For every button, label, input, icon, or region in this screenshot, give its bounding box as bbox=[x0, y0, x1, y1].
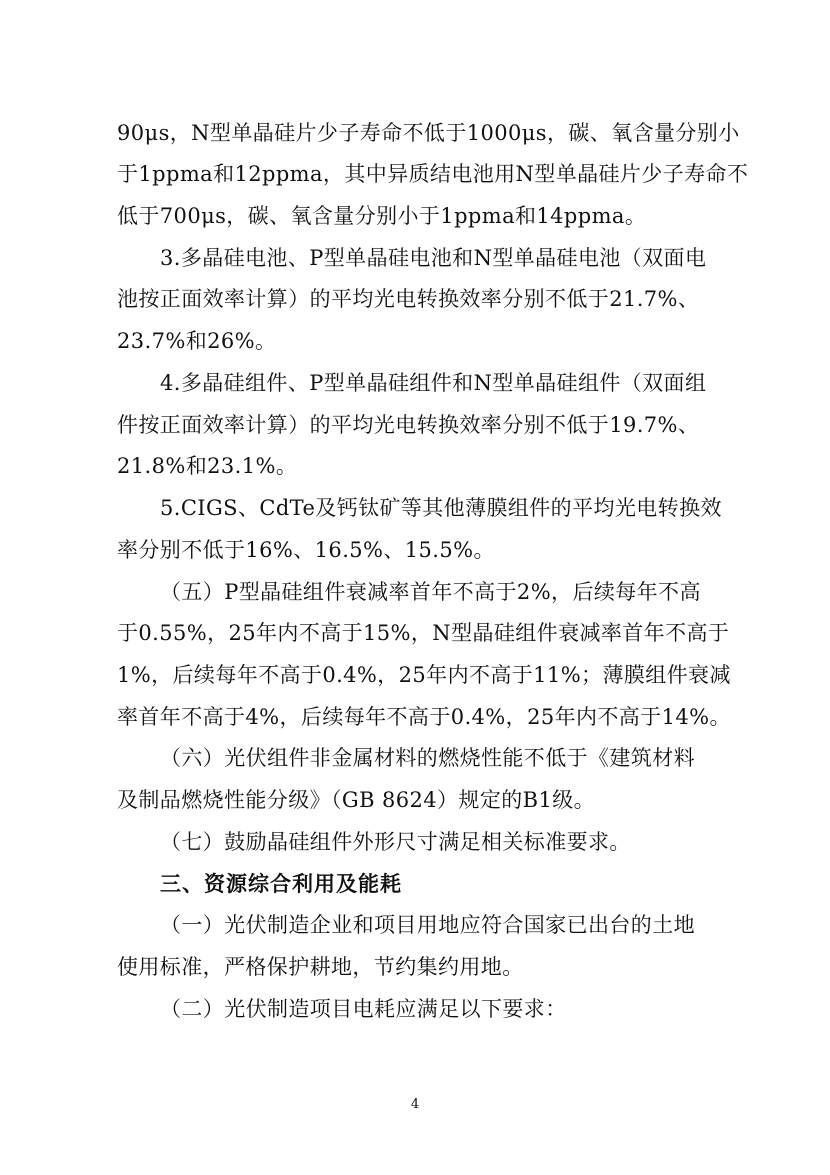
text-line: 3.多晶硅电池、P型单晶硅电池和N型单晶硅电池（双面电 bbox=[160, 246, 707, 270]
text-line: 于0.55%，25年内不高于15%，N型晶硅组件衰减率首年不高于 bbox=[117, 621, 730, 645]
text-line: （一）光伏制造企业和项目用地应符合国家已出台的土地 bbox=[160, 913, 695, 937]
text-line: （二）光伏制造项目电耗应满足以下要求： bbox=[160, 997, 567, 1021]
text-line: 率分别不低于16%、16.5%、15.5%。 bbox=[117, 538, 495, 562]
text-line: 23.7%和26%。 bbox=[117, 329, 277, 353]
text-line: 1%，后续每年不高于0.4%，25年内不高于11%；薄膜组件衰减 bbox=[117, 663, 731, 687]
text-line: 21.8%和23.1%。 bbox=[117, 454, 298, 478]
text-line: 及制品燃烧性能分级》（GB 8624）规定的B1级。 bbox=[117, 788, 596, 812]
text-line: （七）鼓励晶硅组件外形尺寸满足相关标准要求。 bbox=[160, 830, 631, 854]
section-heading: 三、资源综合利用及能耗 bbox=[160, 872, 402, 896]
text-line: （六）光伏组件非金属材料的燃烧性能不低于《建筑材料 bbox=[160, 746, 695, 770]
text-line: 90μs，N型单晶硅片少子寿命不低于1000μs，碳、氧含量分别小 bbox=[117, 121, 740, 145]
text-line: 5.CIGS、CdTe及钙钛矿等其他薄膜组件的平均光电转换效 bbox=[160, 496, 722, 520]
page-number: 4 bbox=[410, 1097, 420, 1112]
text-line: 池按正面效率计算）的平均光电转换效率分别不低于21.7%、 bbox=[117, 287, 700, 311]
text-line: 使用标准，严格保护耕地，节约集约用地。 bbox=[117, 955, 524, 979]
text-line: 于1ppma和12ppma，其中异质结电池用N型单晶硅片少子寿命不 bbox=[117, 162, 749, 186]
text-line: 低于700μs，碳、氧含量分别小于1ppma和14ppma。 bbox=[117, 204, 647, 228]
text-line: 件按正面效率计算）的平均光电转换效率分别不低于19.7%、 bbox=[117, 413, 700, 437]
text-line: （五）P型晶硅组件衰减率首年不高于2%，后续每年不高 bbox=[160, 580, 701, 604]
text-line: 4.多晶硅组件、P型单晶硅组件和N型单晶硅组件（双面组 bbox=[160, 371, 707, 395]
text-line: 率首年不高于4%，后续每年不高于0.4%，25年内不高于14%。 bbox=[117, 705, 731, 729]
